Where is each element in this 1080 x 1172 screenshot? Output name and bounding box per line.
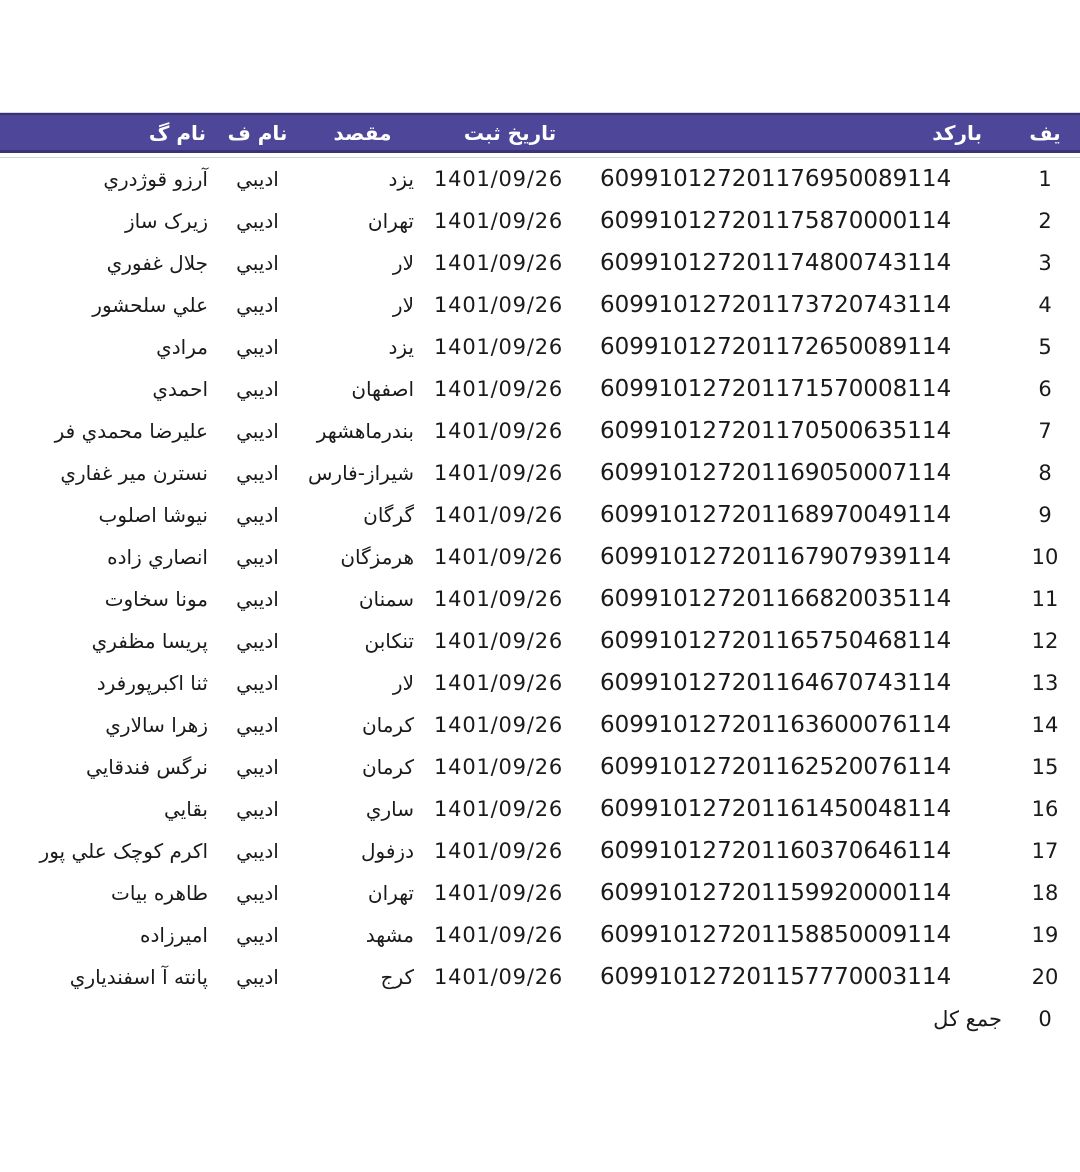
cell-row-number: 10 — [1031, 545, 1059, 569]
cell-sender-name: اديبي — [236, 377, 279, 401]
cell-barcode: 609910127201169050007114 — [600, 460, 952, 486]
table-row — [0, 872, 1080, 914]
cell-sender-name: اديبي — [236, 209, 279, 233]
column-header-sender-name: نام ف — [227, 120, 288, 145]
cell-sender-name: اديبي — [236, 965, 279, 989]
cell-row-number: 20 — [1031, 965, 1059, 989]
cell-sender-name: اديبي — [236, 797, 279, 821]
total-value: 0 — [1038, 1007, 1052, 1031]
cell-destination: لار — [392, 251, 414, 275]
cell-date: 1401/09/26 — [434, 251, 564, 275]
cell-row-number: 2 — [1038, 209, 1052, 233]
cell-row-number: 11 — [1031, 587, 1059, 611]
table-row — [0, 578, 1080, 620]
column-header-barcode: باركد — [932, 120, 982, 145]
cell-date: 1401/09/26 — [434, 839, 564, 863]
cell-receiver-name: علي سلحشور — [92, 293, 208, 317]
table-row — [0, 956, 1080, 998]
cell-sender-name: اديبي — [236, 923, 279, 947]
cell-barcode: 609910127201173720743114 — [600, 292, 952, 318]
cell-row-number: 14 — [1031, 713, 1059, 737]
cell-barcode: 609910127201159920000114 — [600, 880, 952, 906]
cell-date: 1401/09/26 — [434, 671, 564, 695]
cell-row-number: 13 — [1031, 671, 1059, 695]
cell-destination: لار — [392, 293, 414, 317]
table-row — [0, 830, 1080, 872]
cell-receiver-name: جلال غفوري — [106, 251, 208, 275]
cell-destination: بندرماهشهر — [316, 419, 414, 443]
cell-date: 1401/09/26 — [434, 293, 564, 317]
cell-sender-name: اديبي — [236, 461, 279, 485]
cell-barcode: 609910127201168970049114 — [600, 502, 952, 528]
cell-destination: هرمزگان — [340, 545, 414, 569]
cell-receiver-name: پريسا مظفري — [91, 629, 208, 653]
cell-date: 1401/09/26 — [434, 923, 564, 947]
cell-row-number: 6 — [1038, 377, 1052, 401]
table-row — [0, 788, 1080, 830]
table-row — [0, 368, 1080, 410]
cell-receiver-name: نرگس فندقايي — [86, 755, 208, 779]
cell-barcode: 609910127201163600076114 — [600, 712, 952, 738]
cell-row-number: 5 — [1038, 335, 1052, 359]
cell-sender-name: اديبي — [236, 881, 279, 905]
cell-date: 1401/09/26 — [434, 335, 564, 359]
cell-receiver-name: نيوشا اصلوب — [98, 503, 208, 527]
cell-row-number: 7 — [1038, 419, 1052, 443]
cell-receiver-name: پانته آ اسفندياري — [69, 965, 208, 989]
table-row — [0, 326, 1080, 368]
table-row — [0, 914, 1080, 956]
cell-destination: تهران — [367, 209, 414, 233]
cell-date: 1401/09/26 — [434, 461, 564, 485]
cell-date: 1401/09/26 — [434, 965, 564, 989]
cell-row-number: 17 — [1031, 839, 1059, 863]
cell-destination: كرج — [380, 965, 414, 989]
cell-row-number: 16 — [1031, 797, 1059, 821]
cell-barcode: 609910127201160370646114 — [600, 838, 952, 864]
table-row — [0, 662, 1080, 704]
cell-barcode: 609910127201176950089114 — [600, 166, 952, 192]
column-header-destination: مقصد — [333, 120, 392, 145]
cell-sender-name: اديبي — [236, 293, 279, 317]
cell-barcode: 609910127201175870000114 — [600, 208, 952, 234]
cell-barcode: 609910127201174800743114 — [600, 250, 952, 276]
cell-row-number: 15 — [1031, 755, 1059, 779]
cell-destination: تنكابن — [364, 629, 414, 653]
cell-sender-name: اديبي — [236, 671, 279, 695]
cell-receiver-name: آرزو قوژدري — [103, 167, 208, 191]
total-row — [0, 998, 1080, 1040]
cell-receiver-name: زهرا سالاري — [105, 713, 208, 737]
cell-date: 1401/09/26 — [434, 713, 564, 737]
cell-row-number: 8 — [1038, 461, 1052, 485]
cell-date: 1401/09/26 — [434, 167, 564, 191]
cell-row-number: 4 — [1038, 293, 1052, 317]
cell-barcode: 609910127201170500635114 — [600, 418, 952, 444]
cell-receiver-name: اميرزاده — [140, 923, 208, 947]
table-row — [0, 494, 1080, 536]
cell-sender-name: اديبي — [236, 713, 279, 737]
cell-row-number: 12 — [1031, 629, 1059, 653]
top-margin — [0, 0, 1080, 112]
column-header-row-number: يف — [1029, 120, 1061, 145]
cell-row-number: 19 — [1031, 923, 1059, 947]
cell-barcode: 609910127201166820035114 — [600, 586, 952, 612]
cell-sender-name: اديبي — [236, 251, 279, 275]
cell-destination: شيراز-فارس — [308, 461, 414, 485]
cell-barcode: 609910127201162520076114 — [600, 754, 952, 780]
cell-row-number: 1 — [1038, 167, 1052, 191]
cell-row-number: 3 — [1038, 251, 1052, 275]
cell-destination: سمنان — [358, 587, 414, 611]
cell-sender-name: اديبي — [236, 335, 279, 359]
table-header-row — [0, 113, 1080, 153]
cell-date: 1401/09/26 — [434, 629, 564, 653]
cell-barcode: 609910127201165750468114 — [600, 628, 952, 654]
cell-barcode: 609910127201161450048114 — [600, 796, 952, 822]
cell-receiver-name: ثنا اكبرپورفرد — [96, 671, 208, 695]
cell-date: 1401/09/26 — [434, 755, 564, 779]
cell-receiver-name: نسترن مير غفاري — [60, 461, 208, 485]
cell-destination: دزفول — [361, 839, 414, 863]
table-row — [0, 200, 1080, 242]
cell-destination: گرگان — [363, 503, 414, 527]
cell-receiver-name: بقايي — [163, 797, 208, 821]
cell-barcode: 609910127201167907939114 — [600, 544, 952, 570]
table-row — [0, 536, 1080, 578]
cell-barcode: 609910127201157770003114 — [600, 964, 952, 990]
cell-receiver-name: طاهره بيات — [111, 881, 208, 905]
table-row — [0, 158, 1080, 200]
cell-destination: ساري — [365, 797, 414, 821]
cell-date: 1401/09/26 — [434, 545, 564, 569]
cell-barcode: 609910127201172650089114 — [600, 334, 952, 360]
cell-sender-name: اديبي — [236, 167, 279, 191]
cell-barcode: 609910127201164670743114 — [600, 670, 952, 696]
cell-receiver-name: احمدي — [152, 377, 208, 401]
cell-date: 1401/09/26 — [434, 797, 564, 821]
cell-date: 1401/09/26 — [434, 881, 564, 905]
cell-barcode: 609910127201158850009114 — [600, 922, 952, 948]
table-row — [0, 704, 1080, 746]
cell-sender-name: اديبي — [236, 503, 279, 527]
cell-date: 1401/09/26 — [434, 419, 564, 443]
cell-row-number: 9 — [1038, 503, 1052, 527]
cell-date: 1401/09/26 — [434, 587, 564, 611]
cell-sender-name: اديبي — [236, 839, 279, 863]
cell-destination: لار — [392, 671, 414, 695]
cell-destination: تهران — [367, 881, 414, 905]
cell-barcode: 609910127201171570008114 — [600, 376, 952, 402]
cell-date: 1401/09/26 — [434, 377, 564, 401]
cell-receiver-name: اكرم كوچک علي پور — [39, 839, 208, 863]
total-label: جمع كل — [933, 1007, 1002, 1031]
table-row — [0, 620, 1080, 662]
cell-receiver-name: انصاري زاده — [107, 545, 208, 569]
cell-receiver-name: مرادي — [156, 335, 208, 359]
cell-date: 1401/09/26 — [434, 209, 564, 233]
cell-sender-name: اديبي — [236, 755, 279, 779]
cell-receiver-name: زيرک ساز — [124, 209, 208, 233]
cell-destination: اصفهان — [351, 377, 414, 401]
cell-date: 1401/09/26 — [434, 503, 564, 527]
table-row — [0, 410, 1080, 452]
column-header-date: تاريخ ثبت — [463, 120, 557, 145]
table-row — [0, 242, 1080, 284]
table-row — [0, 452, 1080, 494]
cell-destination: مشهد — [365, 923, 414, 947]
cell-receiver-name: مونا سخاوت — [104, 587, 208, 611]
table-row — [0, 746, 1080, 788]
cell-sender-name: اديبي — [236, 419, 279, 443]
cell-destination: كرمان — [361, 713, 414, 737]
table-body — [0, 158, 1080, 998]
cell-sender-name: اديبي — [236, 545, 279, 569]
cell-sender-name: اديبي — [236, 587, 279, 611]
cell-row-number: 18 — [1031, 881, 1059, 905]
cell-destination: يزد — [388, 335, 414, 359]
cell-destination: يزد — [388, 167, 414, 191]
cell-sender-name: اديبي — [236, 629, 279, 653]
table-row — [0, 284, 1080, 326]
cell-receiver-name: عليرضا محمدي فر — [54, 419, 208, 443]
cell-destination: كرمان — [361, 755, 414, 779]
column-header-receiver-name: نام گ — [148, 120, 206, 145]
